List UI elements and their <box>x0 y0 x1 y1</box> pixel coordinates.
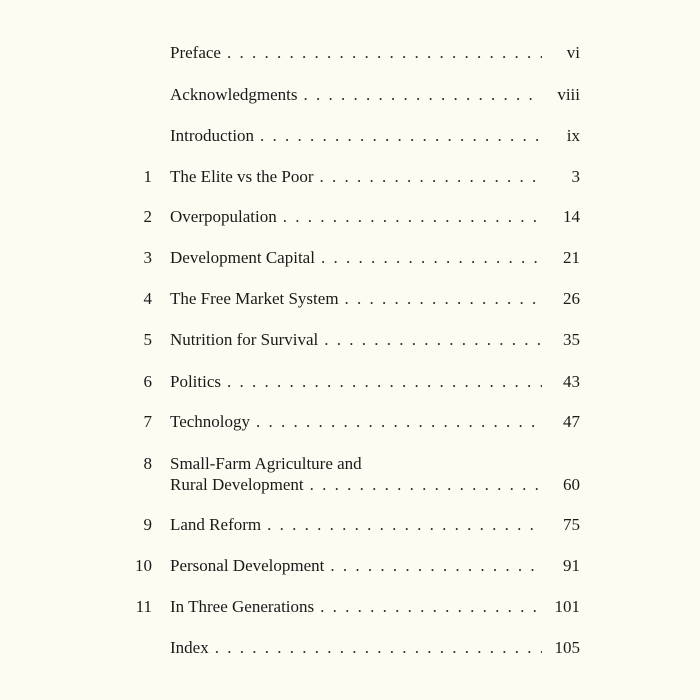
dot-leader <box>320 167 542 187</box>
toc-entry-number: 6 <box>143 372 152 391</box>
toc-entry-page: 43 <box>563 372 580 391</box>
toc-entry-title-line-2: Rural Development <box>170 475 304 494</box>
dot-leader <box>303 85 542 105</box>
toc-entry-title: The Elite vs the Poor <box>170 167 314 186</box>
toc-entry-chapter-8 <box>120 454 580 496</box>
toc-entry-page: 14 <box>563 207 580 226</box>
toc-entry-title-line-1: Small-Farm Agriculture and <box>170 454 362 473</box>
toc-entry-page: viii <box>557 85 580 104</box>
toc-entry-title: Nutrition for Survival <box>170 330 319 349</box>
dot-leader <box>227 372 542 392</box>
toc-entry-number: 1 <box>143 167 152 186</box>
dot-leader <box>215 638 542 658</box>
toc-entry-number: 8 <box>143 454 152 473</box>
toc-entry-number: 3 <box>143 248 152 267</box>
toc-entry-title: Preface <box>170 43 221 62</box>
toc-entry-number: 7 <box>143 412 152 431</box>
toc-entry-page: 101 <box>554 597 580 616</box>
dot-leader <box>260 126 542 146</box>
toc-entry-number: 10 <box>135 556 152 575</box>
toc-entry-title: Politics <box>170 372 222 391</box>
dot-leader <box>345 289 542 309</box>
toc-entry-title: Overpopulation <box>170 207 277 226</box>
dot-leader <box>330 556 542 576</box>
toc-entry-page: 21 <box>563 248 580 267</box>
toc-entry-title: Introduction <box>170 126 255 145</box>
toc-entry-title: Development Capital <box>170 248 315 267</box>
toc-entry-title: Index <box>170 638 209 657</box>
toc-entry-page: vi <box>566 43 580 62</box>
toc-entry-number: 9 <box>143 515 152 534</box>
toc-entry-page: ix <box>566 126 580 145</box>
dot-leader <box>256 412 542 432</box>
toc-entry-page: 3 <box>571 167 580 186</box>
dot-leader <box>320 597 542 617</box>
toc-entry-title: Technology <box>170 412 251 431</box>
toc-entry-page: 91 <box>563 556 580 575</box>
toc-entry-number: 4 <box>143 289 152 308</box>
toc-entry-title: The Free Market System <box>170 289 339 308</box>
dot-leader <box>227 43 542 63</box>
dot-leader <box>283 207 542 227</box>
toc-entry-number: 11 <box>135 597 152 616</box>
dot-leader <box>267 515 542 535</box>
toc-entry-page: 47 <box>563 412 580 431</box>
toc-entry-number: 5 <box>143 330 152 349</box>
toc-entry-page: 26 <box>563 289 580 308</box>
toc-entry-page: 60 <box>563 475 580 494</box>
dot-leader <box>324 330 542 350</box>
toc-entry-title: Personal Development <box>170 556 325 575</box>
toc-entry-page: 35 <box>563 330 580 349</box>
toc-entry-page: 75 <box>563 515 580 534</box>
dot-leader <box>321 248 542 268</box>
toc-entry-page: 105 <box>554 638 580 657</box>
toc-entry-number: 2 <box>143 207 152 226</box>
toc-entry-title: Acknowledgments <box>170 85 298 104</box>
dot-leader <box>310 475 542 495</box>
toc-entry-title: In Three Generations <box>170 597 315 616</box>
toc-entry-title: Land Reform <box>170 515 262 534</box>
